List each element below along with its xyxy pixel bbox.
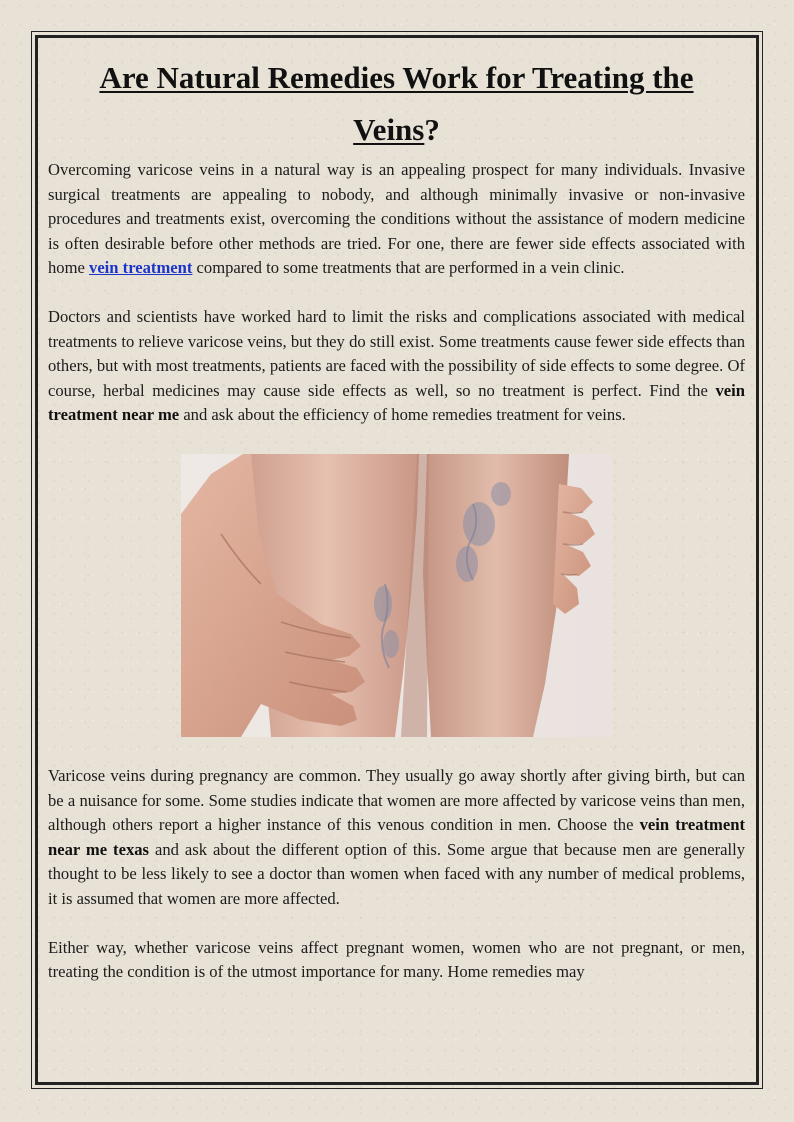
paragraph-3-text-b: and ask about the different option of this. Some argue that because men are generally thought to be less likely to see a doctor than women when faced with any number of medical problems, it is assumed that women are more affected. <box>48 839 745 908</box>
paragraph-3-keyword: vein treatment near me texas <box>48 815 745 859</box>
paragraph-4: Either way, whether varicose veins affect pregnant women, women who are not pregnant, or men, treating the condition is of the utmost importance for many. Home remedies may <box>48 937 745 982</box>
paragraph-1 <box>48 158 745 281</box>
paragraph-2-keyword: vein treatment near me <box>48 380 745 425</box>
paragraph-1-text-a: Overcoming varicose veins in a natural way is an appealing prospect for many individuals. Invasive surgical treatments are appealing to nobody, and although minimally invasive or non-invasive procedures and treatments exist, overcoming the conditions without the assistance of modern medicine is often desirable before other methods are tried. For one, there are fewer side effects associated with home <box>48 160 745 278</box>
page-title <box>48 52 745 156</box>
title-question-mark: ? <box>424 112 440 147</box>
title-line-1: Are Natural Remedies Work for Treating the <box>99 60 694 95</box>
document-body <box>48 52 745 985</box>
paragraph-3 <box>48 764 745 912</box>
title-line-2: Veins <box>353 112 425 147</box>
vein-treatment-link[interactable]: vein treatment <box>89 258 193 278</box>
paragraph-3-text-a: Varicose veins during pregnancy are common. They usually go away shortly after giving birth, but can be a nuisance for some. Some studies indicate that women are more affected by varicose veins than men, although others report a higher instance of this venous condition in men. Choose the <box>48 765 745 835</box>
paragraph-2-text-a: Doctors and scientists have worked hard to limit the risks and complications associated with medical treatments to relieve varicose veins, but they do still exist. Some treatments cause fewer side effects than others, but with most treatments, patients are faced with the possibility of side effects to some degree. Of course, herbal medicines may cause side effects as well, so no treatment is perfect. Find the <box>48 306 745 400</box>
paragraph-2-text-b: and ask about the efficiency of home remedies treatment for veins. <box>179 405 626 425</box>
legs-with-varicose-veins-photo <box>181 454 613 737</box>
paragraph-2 <box>48 305 745 428</box>
paragraph-1-text-b: compared to some treatments that are performed in a vein clinic. <box>192 258 625 278</box>
